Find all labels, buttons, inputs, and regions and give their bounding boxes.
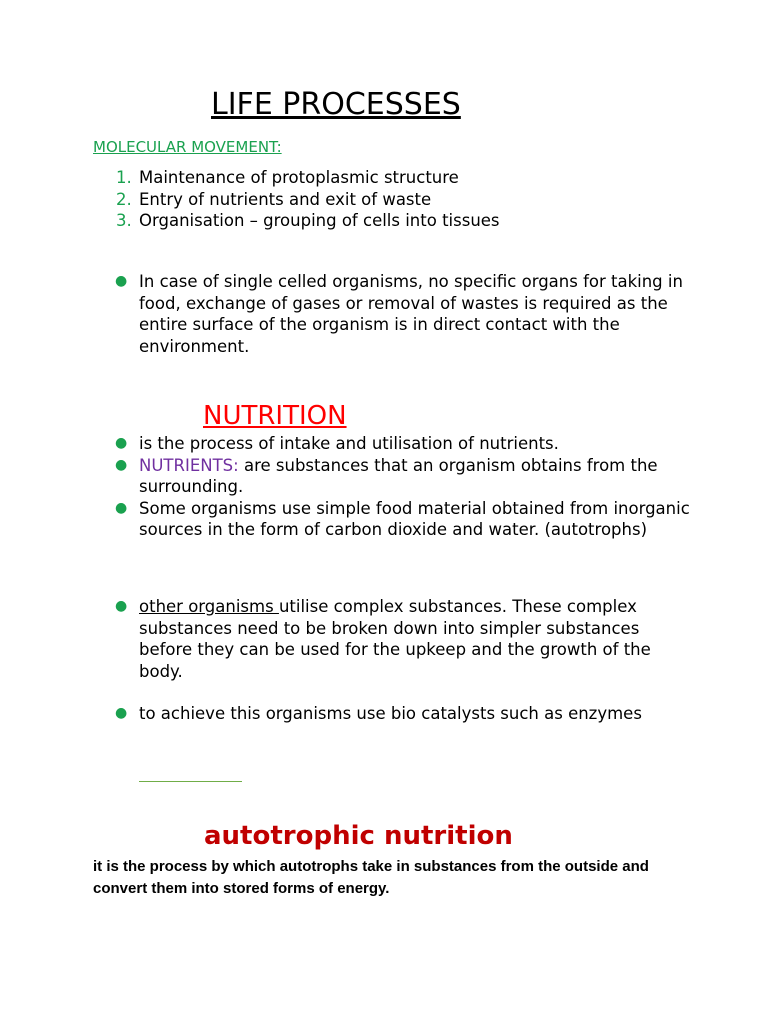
list-item xyxy=(93,210,713,232)
bullet-icon: ● xyxy=(115,705,128,721)
list-item xyxy=(93,167,713,189)
list-item-text: are substances that an organism obtains from the surrounding. xyxy=(139,455,658,497)
list-number: 1. xyxy=(116,168,132,187)
nutrition-heading: NUTRITION xyxy=(203,401,347,431)
list-number: 2. xyxy=(116,189,132,209)
molecular-movement-heading: MOLECULAR MOVEMENT: xyxy=(93,138,282,156)
bullet-icon: ● xyxy=(115,598,128,614)
list-item-text: Entry of nutrients and exit of waste xyxy=(139,189,432,209)
list-item xyxy=(93,433,713,455)
autotrophic-description: it is the process by which autotrophs take in substances from the outside and convert them into stored forms of energy. xyxy=(93,858,649,897)
list-item xyxy=(93,596,693,682)
list-item xyxy=(93,455,713,498)
list-item-text: Organisation – grouping of cells into tissues xyxy=(139,211,500,231)
list-item-text: In case of single celled organisms, no specific organs for taking in food, exchange of gases or removal of wastes is required as the entire surface of the organism is in direct contact with the environment. xyxy=(139,272,683,356)
green-divider xyxy=(139,781,242,782)
list-item-text: Maintenance of protoplasmic structure xyxy=(139,168,459,187)
molecular-numbered-list xyxy=(93,167,713,232)
list-item-text: to achieve this organisms use bio catalysts such as enzymes xyxy=(139,704,642,723)
other-organisms-label: other organisms xyxy=(139,597,279,616)
list-item xyxy=(93,498,713,541)
list-item-text: utilise complex substances. These complex substances need to be broken down into simpler substances before they can be used for the upkeep and the growth of the body. xyxy=(139,597,651,681)
nutrition-bullet-list xyxy=(93,433,713,541)
bullet-icon: ● xyxy=(115,499,128,516)
single-cell-bullet-list xyxy=(93,271,693,357)
list-item xyxy=(93,189,713,211)
list-number: 3. xyxy=(116,211,132,231)
bullet-icon: ● xyxy=(115,456,128,473)
bullet-icon: ● xyxy=(115,273,128,289)
enzymes-bullet-list xyxy=(93,703,693,725)
bullet-icon: ● xyxy=(115,435,128,451)
nutrients-label: NUTRIENTS: xyxy=(139,455,239,475)
page-title: LIFE PROCESSES xyxy=(211,87,461,122)
list-item-text: Some organisms use simple food material obtained from inorganic sources in the form of carbon dioxide and water. (autotrophs) xyxy=(139,498,690,540)
list-item-text: is the process of intake and utilisation of nutrients. xyxy=(139,434,559,453)
list-item xyxy=(93,271,693,357)
other-organisms-bullet-list xyxy=(93,596,693,682)
list-item xyxy=(93,703,693,725)
autotrophic-heading: autotrophic nutrition xyxy=(204,821,513,851)
